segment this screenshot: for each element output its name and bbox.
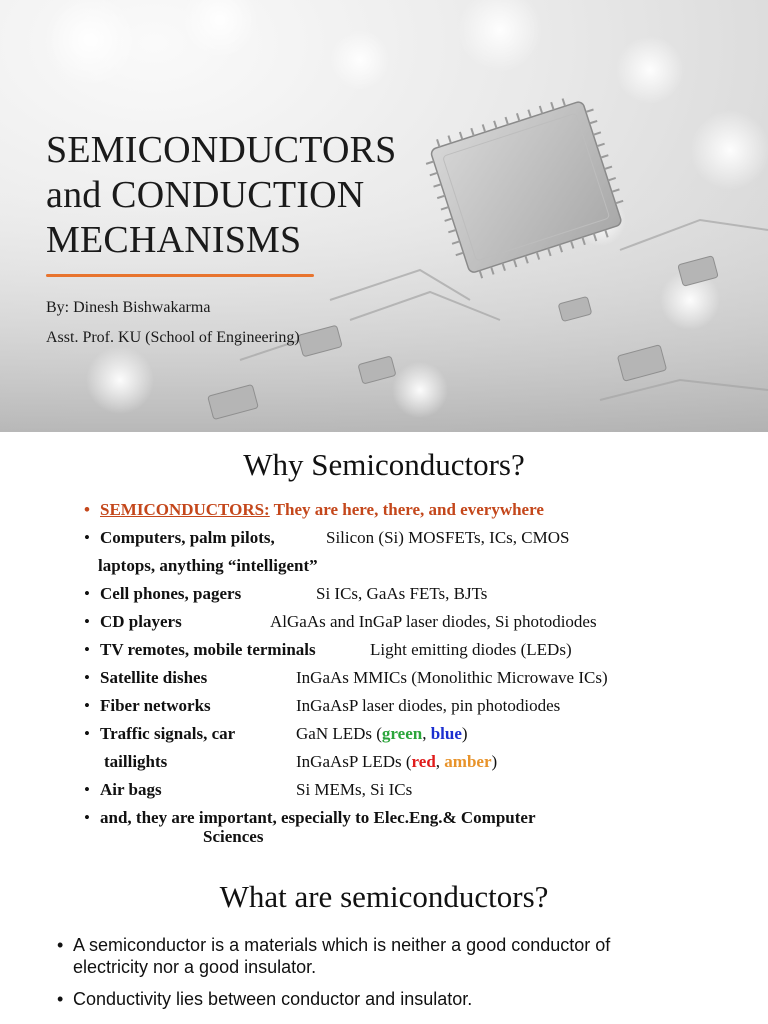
application-item: Satellite dishes: [100, 668, 208, 687]
author-name: By: Dinesh Bishwakarma: [46, 299, 211, 316]
slide-heading: Why Semiconductors?: [243, 447, 525, 482]
list-item: [84, 696, 561, 716]
highlight-label: SEMICONDUCTORS:: [100, 500, 270, 519]
application-item-continuation: Sciences: [203, 827, 264, 846]
bullet-text: Conductivity lies between conductor and insulator.: [73, 989, 473, 1009]
bullet-marker: •: [84, 612, 90, 631]
bullet-marker: •: [84, 584, 90, 603]
tech-separator: ,: [422, 724, 431, 743]
list-item: [84, 724, 468, 744]
application-item: Cell phones, pagers: [100, 584, 242, 603]
technology-item: Si ICs, GaAs FETs, BJTs: [316, 584, 488, 603]
technology-item: Si MEMs, Si ICs: [296, 780, 413, 799]
bullet-marker: •: [57, 935, 64, 955]
presentation-title: [46, 128, 397, 263]
technology-item: InGaAs MMICs (Monolithic Microwave ICs): [296, 668, 608, 687]
tech-suffix: ): [461, 724, 468, 743]
conductivity-bullet: [57, 988, 747, 1010]
tech-prefix: GaN LEDs (: [296, 724, 382, 743]
technology-item: InGaAsP laser diodes, pin photodiodes: [296, 696, 561, 715]
title-line-1: SEMICONDUCTORS: [46, 129, 397, 171]
list-item-continuation: [98, 556, 318, 576]
list-item: [84, 808, 536, 828]
application-item: TV remotes, mobile terminals: [100, 640, 316, 659]
application-item: Traffic signals, car: [100, 724, 236, 743]
bullet-marker: •: [84, 724, 90, 743]
bullet-marker: •: [84, 500, 90, 519]
why-semiconductors-slide: [0, 432, 768, 864]
list-item-continuation: [203, 827, 263, 847]
title-accent-divider: [46, 274, 314, 277]
bullet-marker: •: [84, 808, 90, 827]
bullet-marker: •: [84, 780, 90, 799]
list-item: [84, 668, 608, 688]
application-item: Computers, palm pilots,: [100, 528, 275, 547]
list-item-continuation: [104, 752, 498, 772]
highlight-bullet: [84, 500, 544, 520]
technology-item: [296, 752, 497, 772]
bullet-text: A semiconductor is a materials which is neither a good conductor of: [73, 935, 611, 955]
slide-heading: What are semiconductors?: [219, 879, 549, 914]
tech-prefix: InGaAsP LEDs (: [296, 752, 412, 771]
technology-item: Light emitting diodes (LEDs): [370, 640, 572, 659]
author-byline: [46, 293, 300, 353]
bullet-text-continuation: electricity nor a good insulator.: [73, 957, 317, 977]
application-item: Fiber networks: [100, 696, 211, 715]
what-are-semiconductors-slide: [0, 864, 768, 1024]
definition-bullet: [57, 934, 747, 978]
list-item: [84, 612, 597, 632]
color-word-green: green: [381, 724, 423, 743]
list-item: [84, 584, 488, 604]
list-item: [84, 528, 570, 548]
color-word-amber: amber: [444, 752, 492, 771]
title-line-2: and CONDUCTION: [46, 174, 365, 216]
application-item: CD players: [100, 612, 182, 631]
list-item: [84, 640, 572, 660]
list-item: [84, 780, 413, 800]
title-slide: [0, 0, 768, 432]
tech-suffix: ): [491, 752, 498, 771]
bullet-marker: •: [84, 696, 90, 715]
tech-separator: ,: [435, 752, 445, 771]
bullet-line: [57, 988, 747, 1010]
technology-item: Silicon (Si) MOSFETs, ICs, CMOS: [326, 528, 570, 547]
application-item-continuation: taillights: [104, 752, 168, 771]
color-word-red: red: [411, 752, 436, 771]
bullet-marker: •: [84, 668, 90, 687]
technology-item: AlGaAs and InGaP laser diodes, Si photodiodes: [270, 612, 597, 631]
application-item: and, they are important, especially to Elec.Eng.& Computer: [100, 808, 536, 827]
bullet-marker: •: [57, 989, 64, 1009]
bullet-marker: •: [84, 528, 90, 547]
color-word-blue: blue: [430, 724, 462, 743]
title-line-3: MECHANISMS: [46, 219, 302, 261]
bullet-marker: •: [84, 640, 90, 659]
highlight-text: They are here, there, and everywhere: [273, 500, 544, 519]
technology-item: [296, 724, 468, 744]
bullet-line: [57, 934, 747, 956]
author-affiliation: Asst. Prof. KU (School of Engineering): [46, 329, 300, 346]
application-item: Air bags: [100, 780, 162, 799]
application-item-continuation: laptops, anything “intelligent”: [98, 556, 318, 575]
